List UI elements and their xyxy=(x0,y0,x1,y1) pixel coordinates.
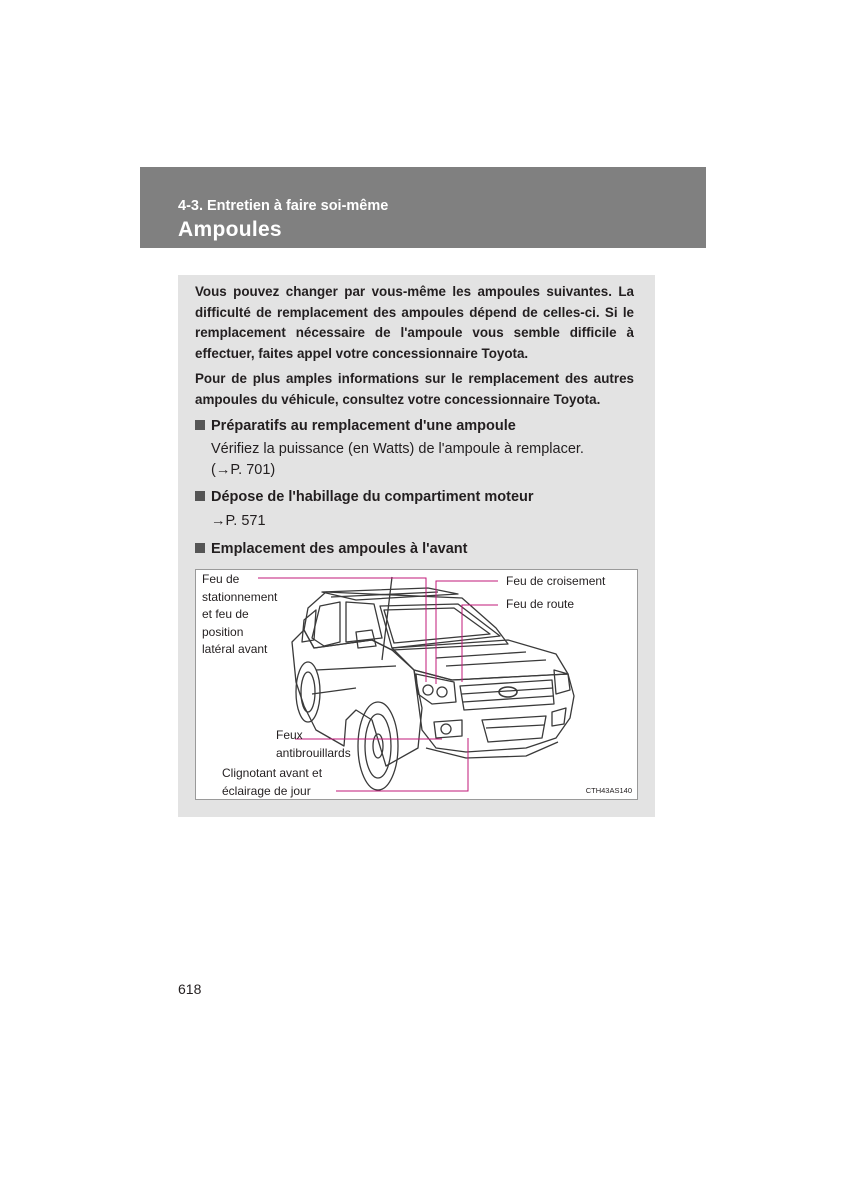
label-high-beam: Feu de route xyxy=(506,597,575,611)
intro-paragraph: Pour de plus amples informations sur le remplacement des autres ampoules du véhicule, consultez votre concessionnaire Toyota. xyxy=(195,371,634,407)
square-bullet-icon xyxy=(195,543,205,553)
section-label: 4-3. Entretien à faire soi-même xyxy=(178,198,389,214)
label-fog-lights: Feux antibrouillards xyxy=(276,728,351,760)
subheading-bulb-locations xyxy=(195,541,468,557)
subheading-engine-cover xyxy=(195,489,534,505)
page-reference: →P. 571 xyxy=(211,513,266,529)
label-parking-light: Feu de stationnement et feu de position latéral avant xyxy=(202,572,278,656)
header-band xyxy=(140,167,706,248)
content-box xyxy=(178,275,655,817)
square-bullet-icon xyxy=(195,420,205,430)
subheading-text: Dépose de l'habillage du compartiment moteur xyxy=(211,489,534,505)
intro-paragraph: Vous pouvez changer par vous-même les ampoules suivantes. La difficulté de remplacement des ampoules dépend de celles-ci. Si le remplacement nécessaire de l'ampoule vous semble difficile à effectuer, faites appel votre concessionnaire Toyota. xyxy=(195,284,634,361)
subheading-preparation xyxy=(195,418,516,434)
figure-code: CTH43AS140 xyxy=(585,786,632,795)
label-turn-signal: Clignotant avant et éclairage de jour xyxy=(222,766,323,798)
subheading-text: Emplacement des ampoules à l'avant xyxy=(211,541,468,557)
page-reference: (→P. 701) xyxy=(211,462,276,478)
subheading-text: Préparatifs au remplacement d'une ampoule xyxy=(211,418,516,434)
page-number: 618 xyxy=(178,981,202,997)
page-title: Ampoules xyxy=(178,218,282,241)
label-low-beam: Feu de croisement xyxy=(506,574,606,588)
bulb-location-figure xyxy=(195,569,638,800)
body-text: Vérifiez la puissance (en Watts) de l'ampoule à remplacer. xyxy=(211,441,584,457)
square-bullet-icon xyxy=(195,491,205,501)
